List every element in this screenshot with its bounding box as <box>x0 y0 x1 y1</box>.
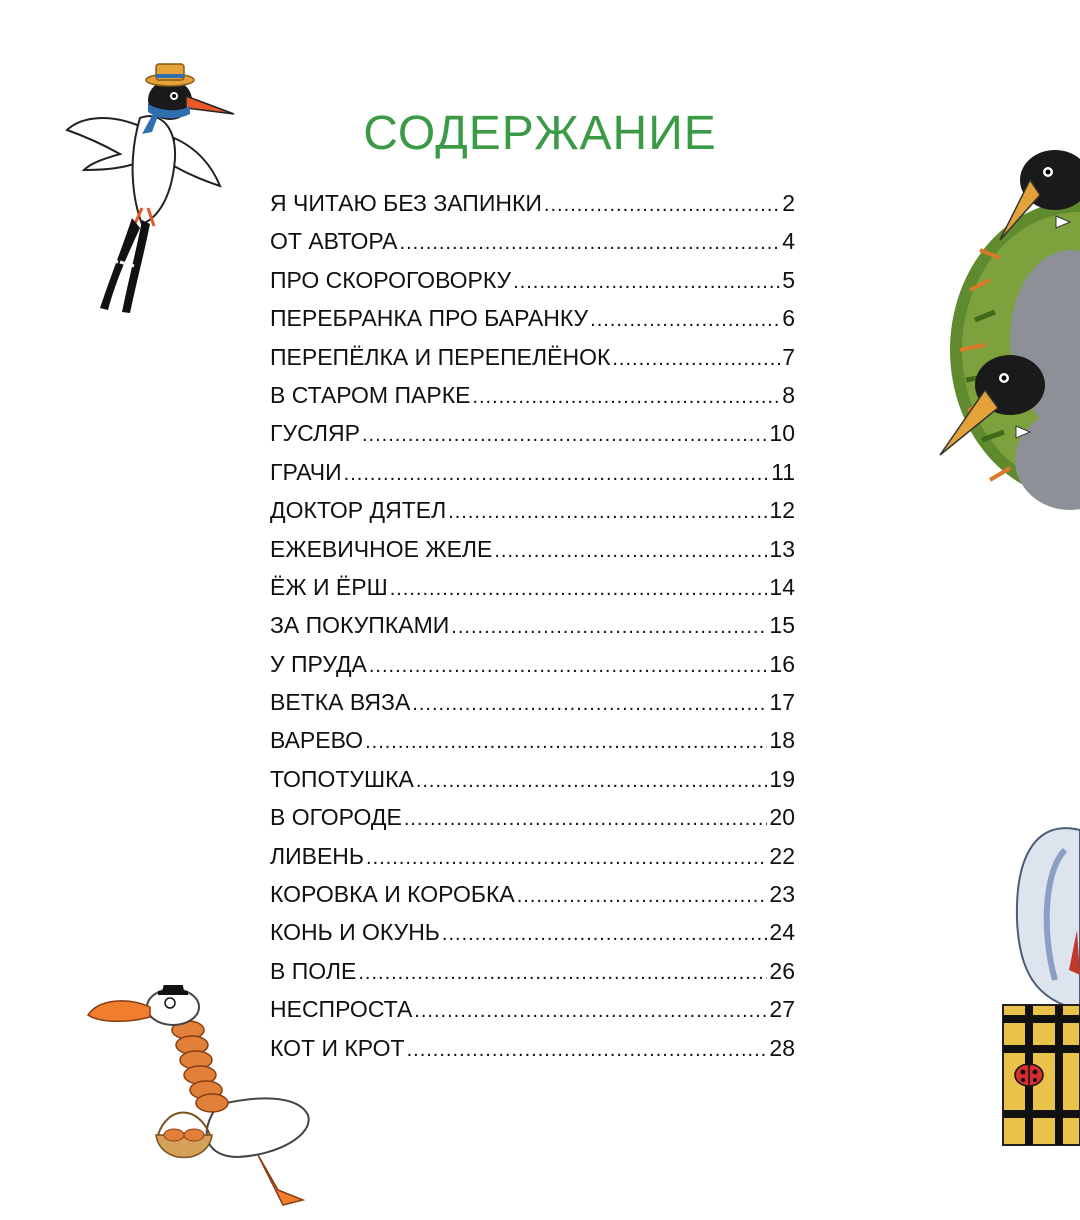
toc-entry-title: КОРОВКА И КОРОБКА <box>270 881 515 908</box>
toc-entry-page-number: 11 <box>771 458 795 485</box>
rooks-in-nest-icon <box>930 140 1080 540</box>
toc-entry <box>270 190 795 228</box>
toc-entry-page-number: 27 <box>769 996 795 1023</box>
toc-entry-page-number: 15 <box>769 612 795 639</box>
toc-entry <box>270 766 795 804</box>
toc-entry <box>270 228 795 266</box>
toc-entry <box>270 881 795 919</box>
toc-entry-title: ОТ АВТОРА <box>270 228 398 255</box>
toc-dot-leader <box>407 1039 768 1062</box>
toc-entry-title: ДОКТОР ДЯТЕЛ <box>270 497 447 524</box>
toc-entry <box>270 382 795 420</box>
toc-entry <box>270 727 795 765</box>
toc-dot-leader <box>544 194 780 217</box>
toc-entry-page-number: 19 <box>769 765 795 792</box>
toc-entry <box>270 420 795 458</box>
toc-dot-leader <box>369 655 768 678</box>
toc-entry-title: ВАРЕВО <box>270 727 364 754</box>
toc-dot-leader <box>404 808 768 831</box>
toc-dot-leader <box>448 501 767 524</box>
toc-entry-page-number: 24 <box>769 919 795 946</box>
table-of-contents <box>270 190 795 1073</box>
toc-entry <box>270 804 795 842</box>
toc-dot-leader <box>442 923 768 946</box>
toc-entry-page-number: 23 <box>769 881 795 908</box>
toc-entry-page-number: 6 <box>782 305 795 332</box>
toc-entry-page-number: 2 <box>782 190 795 216</box>
toc-entry-title: КОНЬ И ОКУНЬ <box>270 919 440 946</box>
toc-entry-title: В СТАРОМ ПАРКЕ <box>270 381 471 408</box>
toc-entry <box>270 689 795 727</box>
toc-dot-leader <box>362 424 767 447</box>
toc-entry <box>270 612 795 650</box>
toc-entry-title: ПЕРЕПЁЛКА И ПЕРЕПЕЛЁНОК <box>270 343 611 370</box>
toc-dot-leader <box>390 578 768 601</box>
toc-dot-leader <box>344 463 769 486</box>
toc-entry-page-number: 12 <box>769 497 795 524</box>
toc-dot-leader <box>365 731 767 754</box>
toc-dot-leader <box>400 232 781 255</box>
toc-dot-leader <box>366 847 767 870</box>
toc-entry-title: ВЕТКА ВЯЗА <box>270 689 411 716</box>
toc-dot-leader <box>513 271 780 294</box>
toc-entry-title: ЁЖ И ЁРШ <box>270 573 388 600</box>
toc-entry-page-number: 16 <box>769 650 795 677</box>
toc-entry-title: У ПРУДА <box>270 650 367 677</box>
toc-entry <box>270 459 795 497</box>
toc-entry-title: ПРО СКОРОГОВОРКУ <box>270 266 512 293</box>
toc-dot-leader <box>414 1000 767 1023</box>
toc-entry-title: ПЕРЕБРАНКА ПРО БАРАНКУ <box>270 305 589 332</box>
toc-entry-title: Я ЧИТАЮ БЕЗ ЗАПИНКИ <box>270 190 542 216</box>
toc-dot-leader <box>494 540 767 563</box>
toc-entry <box>270 651 795 689</box>
toc-entry-title: В ОГОРОДЕ <box>270 804 402 831</box>
toc-entry-page-number: 17 <box>769 689 795 716</box>
toc-entry-page-number: 8 <box>782 381 795 408</box>
toc-entry <box>270 919 795 957</box>
toc-dot-leader <box>517 885 768 908</box>
toc-entry <box>270 574 795 612</box>
toc-dot-leader <box>612 348 780 371</box>
toc-dot-leader <box>451 616 767 639</box>
toc-entry-title: ГРАЧИ <box>270 458 342 485</box>
page-title: СОДЕРЖАНИЕ <box>363 107 717 160</box>
toc-entry-page-number: 22 <box>769 842 795 869</box>
toc-entry-page-number: 13 <box>769 535 795 562</box>
toc-entry-title: В ПОЛЕ <box>270 957 357 984</box>
toc-entry-title: ЗА ПОКУПКАМИ <box>270 612 450 639</box>
toc-entry-title: ЕЖЕВИЧНОЕ ЖЕЛЕ <box>270 535 493 562</box>
toc-entry <box>270 305 795 343</box>
toc-dot-leader <box>590 309 780 332</box>
toc-entry-page-number: 18 <box>769 727 795 754</box>
magpie-with-hat-icon <box>62 58 237 318</box>
toc-entry-page-number: 5 <box>782 266 795 293</box>
toc-entry-title: ГУСЛЯР <box>270 420 360 447</box>
toc-entry <box>270 1035 795 1073</box>
toc-entry <box>270 344 795 382</box>
toc-entry-page-number: 26 <box>769 957 795 984</box>
toc-entry <box>270 497 795 535</box>
toc-entry-title: НЕСПРОСТА <box>270 996 413 1023</box>
toc-entry <box>270 267 795 305</box>
toc-dot-leader <box>412 693 767 716</box>
toc-entry-page-number: 10 <box>769 420 795 447</box>
toc-dot-leader <box>416 770 768 793</box>
toc-entry-title: КОТ И КРОТ <box>270 1034 405 1061</box>
toc-entry <box>270 536 795 574</box>
bird-with-ladybug-box-icon <box>995 810 1080 1155</box>
toc-entry <box>270 843 795 881</box>
toc-entry-title: ТОПОТУШКА <box>270 765 414 792</box>
toc-entry-page-number: 20 <box>769 804 795 831</box>
toc-entry-page-number: 14 <box>769 573 795 600</box>
toc-entry <box>270 958 795 996</box>
toc-entry <box>270 996 795 1034</box>
toc-entry-page-number: 4 <box>782 228 795 255</box>
toc-entry-page-number: 28 <box>769 1034 795 1061</box>
toc-entry-title: ЛИВЕНЬ <box>270 842 365 869</box>
toc-dot-leader <box>358 962 767 985</box>
toc-entry-page-number: 7 <box>782 343 795 370</box>
toc-dot-leader <box>472 386 780 409</box>
